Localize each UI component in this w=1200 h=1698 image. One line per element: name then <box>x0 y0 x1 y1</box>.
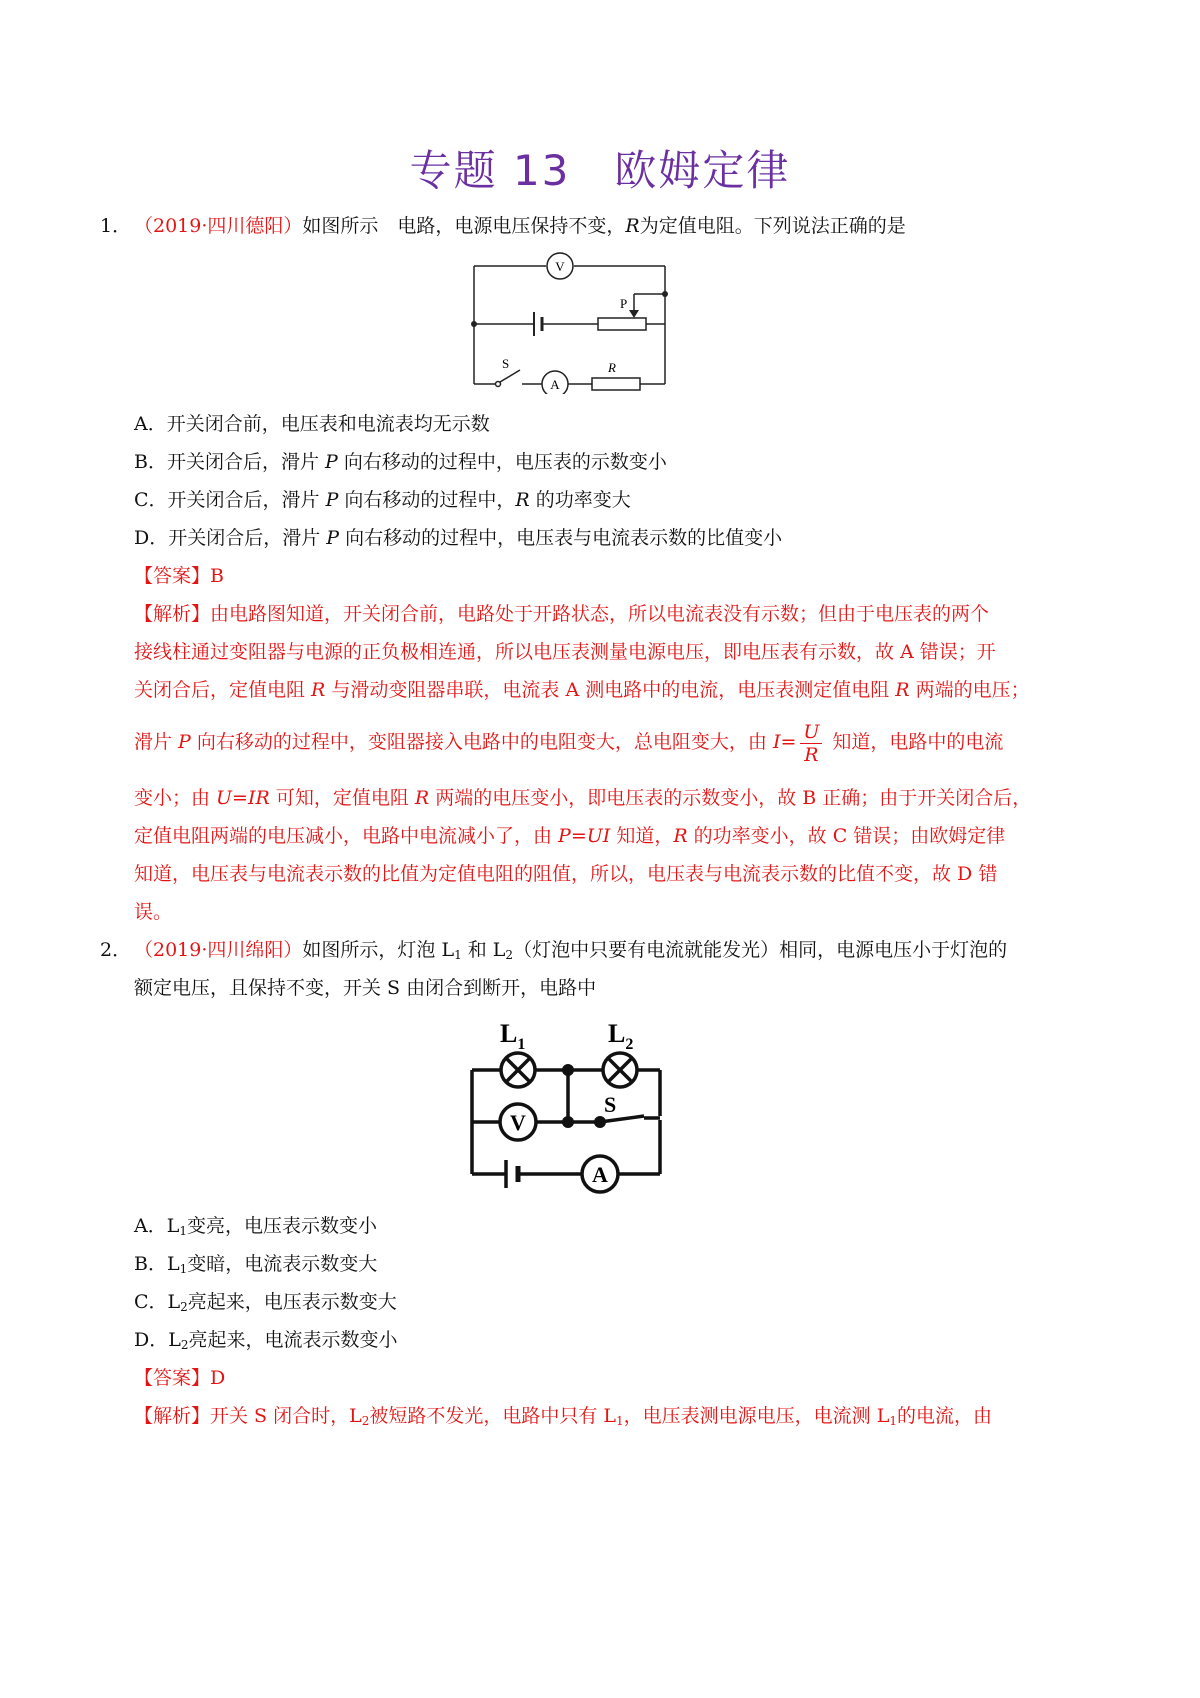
var-p: P <box>325 451 338 473</box>
analysis-text: 滑片 <box>134 731 179 753</box>
analysis-text: 的功率变小，故 C 错误；由欧姆定律 <box>687 825 1006 847</box>
option-c <box>134 486 631 514</box>
circuit-diagram-2 <box>460 1012 672 1200</box>
option-text: C．开关闭合后，滑片 <box>134 489 326 511</box>
analysis-text: 知道，电路中的电流 <box>826 731 1004 753</box>
stem-text: 如图所示，灯泡 L <box>302 939 455 961</box>
analysis-text: 知道， <box>610 825 674 847</box>
analysis-1-line <box>134 822 1005 850</box>
option-text: 向右移动的过程中， <box>338 489 516 511</box>
question-number: 1． <box>100 215 132 237</box>
resistor-symbol <box>592 378 640 390</box>
ammeter-label: A <box>550 377 560 392</box>
analysis-1-line: 接线柱通过变阻器与电源的正负极相连通，所以电压表测量电源电压，即电压表有示数，故 A 错误；开 <box>134 641 996 663</box>
subscript: 1 <box>179 1224 187 1238</box>
stem-text: （灯泡中只要有电流就能发光）相同，电源电压小于灯泡的 <box>513 939 1008 961</box>
subscript: 2 <box>361 1414 370 1428</box>
option-a: A．开关闭合前，电压表和电流表均无示数 <box>134 413 490 435</box>
analysis-text: 【解析】开关 S 闭合时，L <box>134 1405 362 1427</box>
analysis-1-line <box>134 784 1031 812</box>
var-r: R <box>895 679 910 701</box>
var-p: P <box>178 731 191 753</box>
analysis-text: 向右移动的过程中，变阻器接入电路中的电阻变大，总电阻变大，由 <box>190 731 773 753</box>
lamp-label-sub: 1 <box>517 1036 526 1053</box>
analysis-text: 可知，定值电阻 <box>269 787 415 809</box>
option-a <box>134 1212 377 1240</box>
option-text: 的功率变大 <box>529 489 631 511</box>
circuit-diagram-1 <box>462 248 682 394</box>
analysis-2-line <box>134 1402 992 1430</box>
subscript: 2 <box>505 948 514 962</box>
option-b <box>134 448 667 476</box>
option-text: D．L <box>134 1329 181 1351</box>
rheostat-symbol <box>598 318 646 330</box>
formula: P=UI <box>558 825 611 847</box>
var-r: R <box>311 679 326 701</box>
analysis-text: 两端的电压； <box>909 679 1030 701</box>
var-r: R <box>673 825 688 847</box>
lamp-label-text: L <box>608 1019 626 1048</box>
fraction-u-over-r <box>800 721 822 766</box>
switch-symbol <box>500 370 520 382</box>
option-d <box>134 1326 398 1354</box>
analysis-text: 两端的电压变小，即电压表的示数变小，故 B 正确；由于开关闭合后， <box>429 787 1032 809</box>
option-text: C．L <box>134 1291 181 1313</box>
answer-2: 【答案】D <box>134 1367 226 1389</box>
switch-label: S <box>604 1092 617 1117</box>
option-text: 向右移动的过程中，电压表的示数变小 <box>337 451 667 473</box>
subscript: 1 <box>616 1414 624 1428</box>
resistor-label: R <box>608 360 616 375</box>
analysis-text: 关闭合后，定值电阻 <box>134 679 312 701</box>
option-text: D．开关闭合后，滑片 <box>134 527 327 549</box>
option-text: 变亮，电压表示数变小 <box>186 1215 377 1237</box>
subscript: 1 <box>889 1414 897 1428</box>
fraction-numerator: U <box>800 721 822 744</box>
analysis-text: ，电压表测电源电压，电流测 L <box>623 1405 890 1427</box>
subscript: 2 <box>180 1338 189 1352</box>
question-source: （2019·四川绵阳） <box>134 939 303 961</box>
analysis-text: 定值电阻两端的电压减小，电路中电流减小了，由 <box>134 825 559 847</box>
analysis-text: 被短路不发光，电路中只有 L <box>369 1405 617 1427</box>
var-p: P <box>326 527 340 549</box>
stem-text: 和 L <box>461 939 506 961</box>
stem-text: 为定值电阻。下列说法正确的是 <box>639 215 906 237</box>
analysis-1-line: 【解析】由电路图知道，开关闭合前，电路处于开路状态，所以电流表没有示数；但由于电压表的两个 <box>134 603 990 625</box>
var-p: P <box>325 489 339 511</box>
option-text: B．L <box>134 1253 180 1275</box>
lamp-2-label <box>608 1019 633 1053</box>
stem-text: 如图所示 电路，电源电压保持不变， <box>302 215 626 237</box>
analysis-text: 与滑动变阻器串联，电流表 A 测电路中的电流，电压表测定值电阻 <box>325 679 896 701</box>
analysis-text: 变小；由 <box>134 787 217 809</box>
voltmeter-label: V <box>510 1110 526 1135</box>
var-r: R <box>515 489 530 511</box>
formula: I= <box>772 731 797 753</box>
switch-label: S <box>502 356 510 371</box>
subscript: 2 <box>180 1300 188 1314</box>
formula: U=IR <box>216 787 270 809</box>
subscript: 1 <box>454 948 462 962</box>
question-number: 2． <box>100 939 132 961</box>
var-r: R <box>625 215 640 237</box>
lamp-label-text: L <box>500 1019 518 1048</box>
option-d <box>134 524 782 552</box>
analysis-text: 的电流，由 <box>896 1405 992 1427</box>
var-r: R <box>414 787 430 809</box>
slider-label: P <box>620 296 628 311</box>
lamp-1-label <box>500 1019 525 1053</box>
fraction-denominator: R <box>804 743 819 766</box>
analysis-1-line <box>134 676 1030 704</box>
lamp-label-sub: 2 <box>625 1036 634 1053</box>
ammeter-label: A <box>592 1162 608 1187</box>
question-2-stem-line2: 额定电压，且保持不变，开关 S 由闭合到断开，电路中 <box>134 977 597 999</box>
analysis-1-line <box>134 718 1003 766</box>
analysis-1-line: 知道，电压表与电流表示数的比值为定值电阻的阻值，所以，电压表与电流表示数的比值不变，故 D 错 <box>134 863 998 885</box>
option-b <box>134 1250 377 1278</box>
answer-1: 【答案】B <box>134 565 224 587</box>
voltmeter-label: V <box>555 259 565 274</box>
page-title: 专题 13 欧姆定律 <box>409 146 791 195</box>
option-text: 向右移动的过程中，电压表与电流表示数的比值变小 <box>339 527 783 549</box>
option-text: 亮起来，电流表示数变小 <box>188 1329 398 1351</box>
question-2-stem <box>100 936 1007 964</box>
option-text: B．开关闭合后，滑片 <box>134 451 326 473</box>
subscript: 1 <box>179 1262 188 1276</box>
option-c <box>134 1288 397 1316</box>
question-source: （2019·四川德阳） <box>134 215 303 237</box>
option-text: A．L <box>134 1215 180 1237</box>
question-1-stem <box>100 212 906 240</box>
option-text: 亮起来，电压表示数变大 <box>187 1291 397 1313</box>
option-text: 变暗，电流表示数变大 <box>187 1253 378 1275</box>
analysis-1-line: 误。 <box>134 901 173 923</box>
